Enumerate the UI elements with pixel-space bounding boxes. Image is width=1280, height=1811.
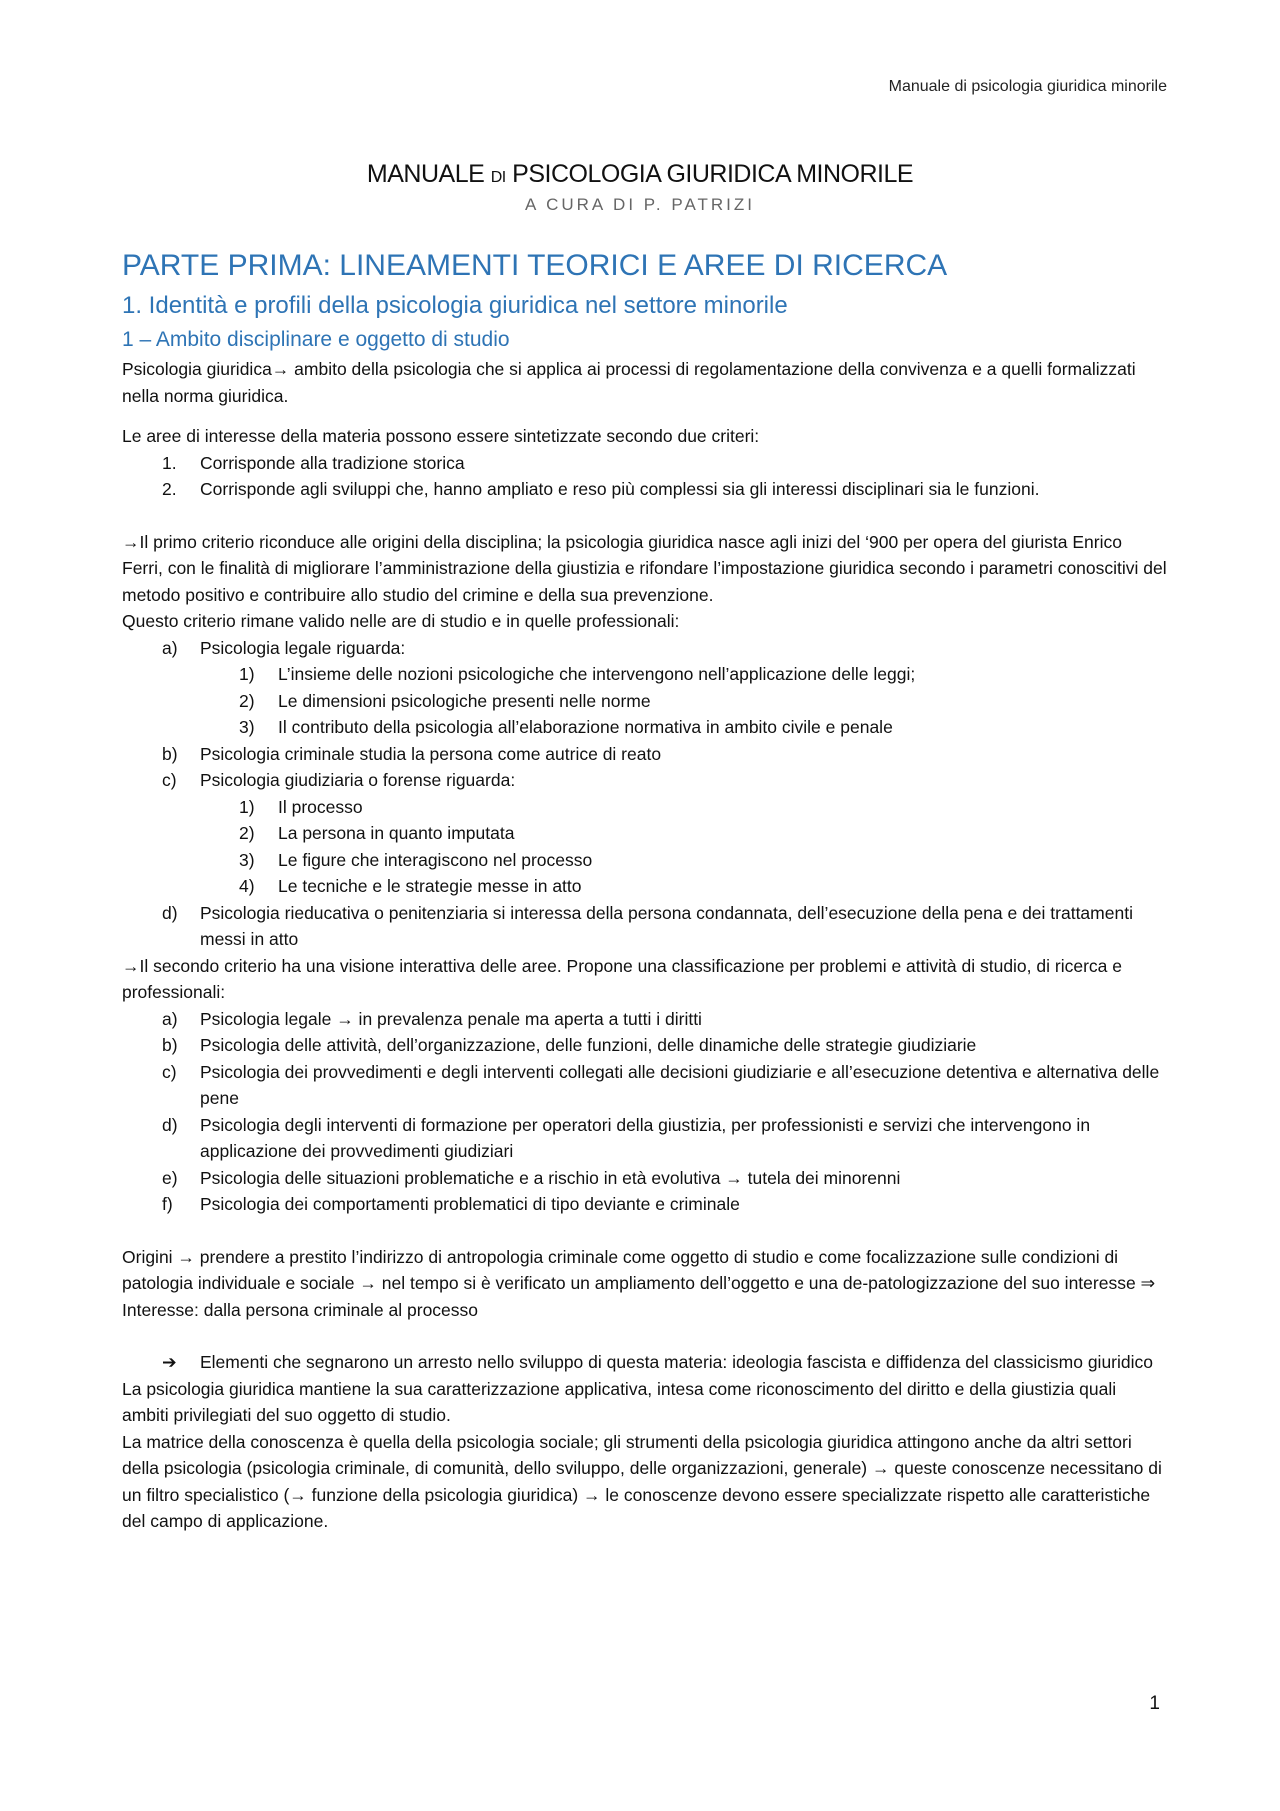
title-part-3: PSICOLOGIA GIURIDICA MINORILE bbox=[505, 160, 914, 188]
sub-list bbox=[200, 794, 1167, 900]
list-marker: a) bbox=[162, 1008, 178, 1029]
paragraph: Le aree di interesse della materia possono essere sintetizzate secondo due criteri: bbox=[122, 426, 760, 446]
list-item bbox=[122, 767, 1167, 900]
document-body bbox=[122, 246, 1167, 1535]
list-marker: 1. bbox=[162, 452, 177, 473]
sub-list-item bbox=[122, 794, 1167, 821]
arrow-bullet-icon: ➔ bbox=[162, 1352, 177, 1372]
list-item-text: Psicologia dei comportamenti problematici di tipo deviante e criminale bbox=[200, 1194, 740, 1214]
list-marker: 2) bbox=[239, 823, 255, 843]
list-item-text: Corrisponde agli sviluppi che, hanno ampliato e reso più complessi sia gli interessi disciplinari sia le funzioni. bbox=[200, 479, 1040, 499]
arrow-list-item bbox=[122, 1349, 1167, 1376]
list-item-text: L’insieme delle nozioni psicologiche che intervengono nell’applicazione delle leggi; bbox=[278, 664, 916, 684]
chapter-heading: 1. Identità e profili della psicologia giuridica nel settore minorile bbox=[122, 292, 788, 319]
running-header: Manuale di psicologia giuridica minorile bbox=[888, 78, 1167, 95]
section-heading: 1 – Ambito disciplinare e oggetto di studio bbox=[122, 328, 510, 351]
list-marker: f) bbox=[162, 1194, 173, 1214]
list-item-text: Psicologia criminale studia la persona come autrice di reato bbox=[200, 743, 662, 764]
list-item-text: Elementi che segnarono un arresto nello sviluppo di questa materia: ideologia fascista e diffidenza del classicismo giuridico bbox=[200, 1352, 1153, 1372]
list-marker: 1) bbox=[239, 796, 255, 817]
list-marker: c) bbox=[162, 770, 177, 790]
list-item bbox=[122, 450, 1167, 477]
list-item-text: Le dimensioni psicologiche presenti nelle norme bbox=[278, 690, 651, 711]
list-item bbox=[122, 1059, 1167, 1112]
list-item-text: Psicologia dei provvedimenti e degli interventi collegati alle decisioni giudiziarie e all’esecuzione detentiva e alternativa delle pene bbox=[200, 1061, 1160, 1108]
list-marker: 2. bbox=[162, 479, 177, 499]
list-marker: 1) bbox=[239, 664, 255, 684]
list-item bbox=[122, 741, 1167, 768]
list-item bbox=[122, 1032, 1167, 1059]
paragraph: La matrice della conoscenza è quella della psicologia sociale; gli strumenti della psicologia giuridica attingono anche da altri settori della psicologia (psicologia criminale, di comunità, dello sviluppo, delle organizzazioni, generale) → queste conoscenze necessitano di un filtro specialistico (→ funzione della psicologia giuridica) → le conoscenze devono essere specializzate rispetto alle caratteristiche del campo di applicazione. bbox=[122, 1431, 1162, 1531]
page-number: 1 bbox=[1149, 1693, 1160, 1714]
title-part-1: MANUALE bbox=[366, 160, 491, 188]
list-item-text: Psicologia delle attività, dell’organizzazione, delle funzioni, delle dinamiche delle strategie giudiziarie bbox=[200, 1035, 977, 1055]
list-item-text: Il contributo della psicologia all’elaborazione normativa in ambito civile e penale bbox=[278, 717, 893, 737]
paragraph: La psicologia giuridica mantiene la sua caratterizzazione applicativa, intesa come riconoscimento del diritto e della giustizia quali ambiti privilegiati del suo oggetto di studio. bbox=[122, 1378, 1117, 1425]
list-marker: a) bbox=[162, 637, 178, 658]
list-marker: e) bbox=[162, 1167, 178, 1188]
list-marker: b) bbox=[162, 1035, 178, 1055]
list-item-text: Psicologia delle situazioni problematiche e a rischio in età evolutiva → tutela dei minorenni bbox=[200, 1167, 901, 1188]
part-heading: PARTE PRIMA: LINEAMENTI TEORICI E AREE DI RICERCA bbox=[122, 249, 948, 282]
sub-list-item bbox=[122, 847, 1167, 874]
list-item-text: Psicologia giudiziaria o forense riguarda: bbox=[200, 770, 516, 790]
list-marker: c) bbox=[162, 1061, 177, 1082]
list-marker: b) bbox=[162, 743, 178, 764]
paragraph: Origini → prendere a prestito l’indirizzo di antropologia criminale come oggetto di studio e come focalizzazione sulle condizioni di patologia individuale e sociale → nel tempo si è verificato un ampliamento dell’oggetto e una de-patologizzazione del suo interesse ⇒ Interesse: dalla persona criminale al processo bbox=[122, 1246, 1156, 1320]
list-item bbox=[122, 900, 1167, 953]
paragraph: →Il secondo criterio ha una visione interattiva delle aree. Propone una classificazione per problemi e attività di studio, di ricerca e professionali: bbox=[122, 955, 1122, 1002]
list-item bbox=[122, 1165, 1167, 1192]
list-marker: 3) bbox=[239, 849, 255, 870]
sub-list-item bbox=[122, 873, 1167, 900]
criteria-list bbox=[122, 450, 1167, 503]
sub-list-item bbox=[122, 688, 1167, 715]
list-item-text: Psicologia legale → in prevalenza penale ma aperta a tutti i diritti bbox=[200, 1008, 702, 1029]
list-item bbox=[122, 635, 1167, 741]
document-subtitle: A CURA DI P. PATRIZI bbox=[524, 195, 756, 214]
sub-list-item bbox=[122, 820, 1167, 847]
paragraph: Questo criterio rimane valido nelle are di studio e in quelle professionali: bbox=[122, 611, 680, 631]
list-item-text: La persona in quanto imputata bbox=[278, 823, 515, 843]
list-marker: 4) bbox=[239, 876, 255, 896]
list-item-text: Psicologia rieducativa o penitenziaria si interessa della persona condannata, dell’esecuzione della pena e dei trattamenti messi in atto bbox=[200, 902, 1133, 949]
document-title bbox=[0, 160, 1280, 189]
list-item-text: Le tecniche e le strategie messe in atto bbox=[278, 876, 582, 896]
list-item-text: Corrisponde alla tradizione storica bbox=[200, 452, 465, 473]
paragraph: Psicologia giuridica→ ambito della psicologia che si applica ai processi di regolamentazione della convivenza e a quelli formalizzati nella norma giuridica. bbox=[122, 359, 1136, 406]
list-item-text: Il processo bbox=[278, 796, 363, 817]
first-criterion-list bbox=[122, 635, 1167, 953]
paragraph: →Il primo criterio riconduce alle origini della disciplina; la psicologia giuridica nasce agli inizi del ‘900 per opera del giurista Enrico Ferri, con le finalità di migliorare l’amministrazione della giustizia e rifondare l’impostazione giuridica secondo i parametri conoscitivi del metodo positivo e contribuire allo studio del crimine e della sua prevenzione. bbox=[122, 531, 1167, 605]
list-item-text: Le figure che interagiscono nel processo bbox=[278, 849, 593, 870]
list-marker: d) bbox=[162, 1114, 178, 1135]
title-part-2: DI bbox=[490, 169, 506, 186]
sub-list-item bbox=[122, 714, 1167, 741]
sub-list bbox=[200, 661, 1167, 741]
second-criterion-list bbox=[122, 1006, 1167, 1218]
list-item bbox=[122, 476, 1167, 503]
list-item-text: Psicologia legale riguarda: bbox=[200, 637, 406, 658]
list-item-text: Psicologia degli interventi di formazione per operatori della giustizia, per professionisti e servizi che intervengono in applicazione dei provvedimenti giudiziari bbox=[200, 1114, 1091, 1161]
sub-list-item bbox=[122, 661, 1167, 688]
list-item bbox=[122, 1006, 1167, 1033]
list-marker: d) bbox=[162, 902, 178, 923]
list-item bbox=[122, 1191, 1167, 1218]
list-item bbox=[122, 1112, 1167, 1165]
list-marker: 2) bbox=[239, 690, 255, 711]
list-marker: 3) bbox=[239, 717, 255, 737]
